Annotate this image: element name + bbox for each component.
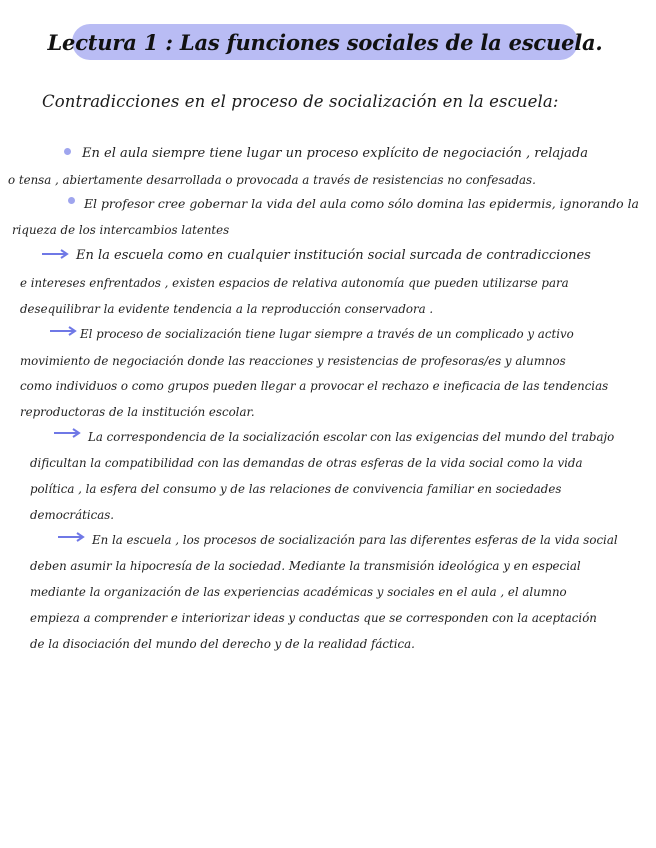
point-4-line-2: movimiento de negociación donde las reacciones y resistencias de profesoras/es y alumnos [20,354,566,368]
point-6-line-2: deben asumir la hipocresía de la sociedad. Mediante la transmisión ideológica y en especial [30,559,581,573]
point-1-line-2: o tensa , abiertamente desarrollada o provocada a través de resistencias no confesadas. [8,173,536,187]
point-6-line-4: empieza a comprender e interiorizar ideas y conductas que se corresponden con la aceptación [30,611,597,625]
point-5-line-3: política , la esfera del consumo y de las relaciones de convivencia familiar en sociedades [30,482,562,496]
arrow-right-icon [50,326,78,336]
section-heading: Contradicciones en el proceso de socialización en la escuela: [42,92,559,111]
point-6-line-1: En la escuela , los procesos de socialización para las diferentes esferas de la vida social [92,533,618,547]
point-6-line-5: de la disociación del mundo del derecho y de la realidad fáctica. [30,637,415,651]
point-4-line-3: como individuos o como grupos pueden llegar a provocar el rechazo e ineficacia de las tendencias [20,379,609,393]
point-5-line-4: democráticas. [30,508,115,522]
arrow-right-icon [54,428,82,438]
point-4-line-1: El proceso de socialización tiene lugar siempre a través de un complicado y activo [80,327,574,341]
arrow-right-icon [42,249,70,259]
point-5-line-2: dificultan la compatibilidad con las demandas de otras esferas de la vida social como la vida [30,456,583,470]
point-3-line-2: e intereses enfrentados , existen espacios de relativa autonomía que pueden utilizarse para [20,276,569,290]
page-title: Lectura 1 : Las funciones sociales de la escuela. [47,29,603,55]
point-1-line-1: En el aula siempre tiene lugar un proceso explícito de negociación , relajada [82,146,588,161]
arrow-right-icon [58,532,86,542]
point-2-line-1: El profesor cree gobernar la vida del aula como sólo domina las epidermis, ignorando la [84,196,639,211]
point-2-line-2: riqueza de los intercambios latentes [12,223,230,237]
point-6-line-3: mediante la organización de las experiencias académicas y sociales en el aula , el alumno [30,585,567,599]
point-4-line-4: reproductoras de la institución escolar. [20,405,255,419]
title-banner [47,24,603,60]
bullet-dot-icon [64,148,71,155]
point-3-line-3: desequilibrar la evidente tendencia a la reproducción conservadora . [20,302,434,316]
point-5-line-1: La correspondencia de la socialización escolar con las exigencias del mundo del trabajo [88,430,615,444]
bullet-dot-icon [68,197,75,204]
point-3-line-1: En la escuela como en cualquier institución social surcada de contradicciones [76,248,591,263]
